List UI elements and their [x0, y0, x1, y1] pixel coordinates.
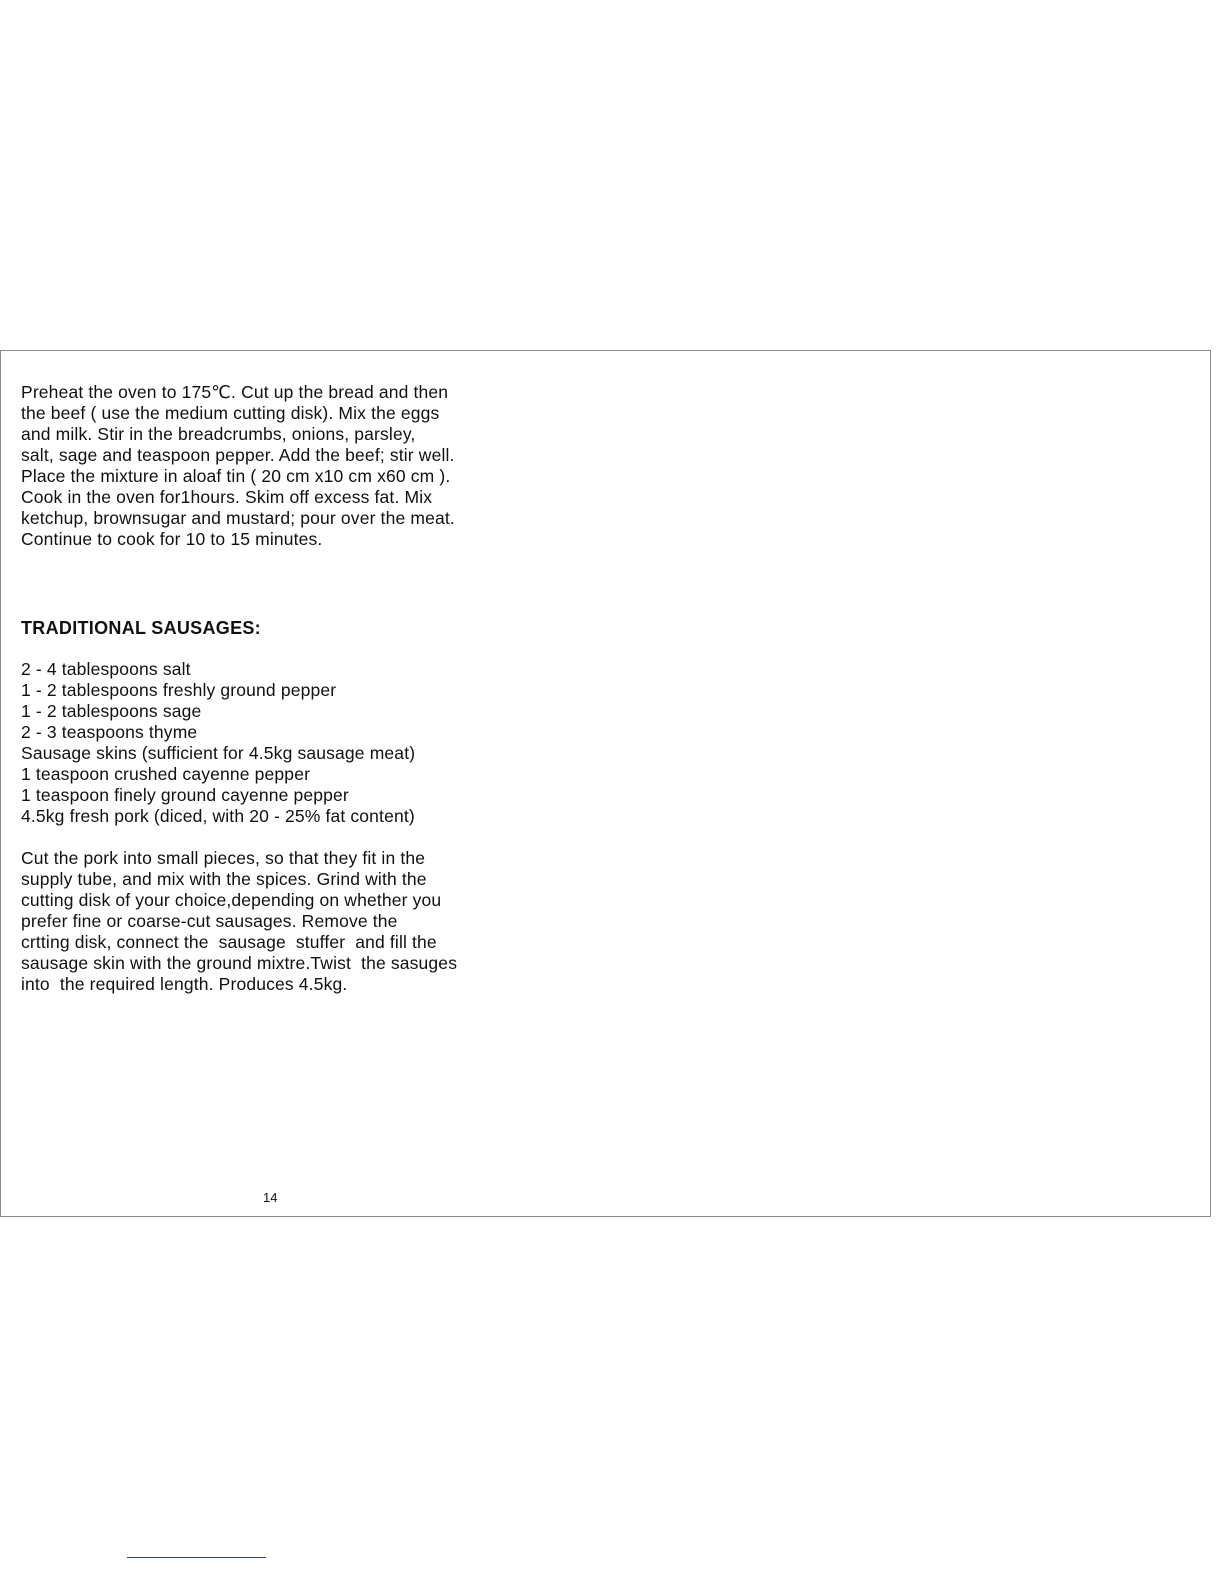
instruction-line: ketchup, brownsugar and mustard; pour over the meat.: [21, 508, 455, 528]
footer-link-underline[interactable]: [127, 1557, 266, 1558]
ingredient-item: Sausage skins (sufficient for 4.5kg sausage meat): [21, 743, 416, 763]
page-number: 14: [263, 1190, 278, 1205]
meatloaf-instructions: [21, 382, 561, 550]
method-line: Cut the pork into small pieces, so that they fit in the: [21, 848, 426, 868]
method-line: sausage skin with the ground mixtre.Twist the sasuges: [21, 953, 458, 973]
text-column: [21, 382, 561, 995]
sausage-method: [21, 848, 561, 995]
method-line: into the required length. Produces 4.5kg.: [21, 974, 348, 994]
instruction-line: Preheat the oven to 175℃. Cut up the bread and then: [21, 382, 449, 402]
method-line: prefer fine or coarse-cut sausages. Remove the: [21, 911, 398, 931]
ingredient-item: 1 teaspoon finely ground cayenne pepper: [21, 785, 349, 805]
sausages-heading: TRADITIONAL SAUSAGES:: [21, 618, 261, 638]
ingredient-item: 2 - 4 tablespoons salt: [21, 659, 191, 679]
ingredient-item: 2 - 3 teaspoons thyme: [21, 722, 198, 742]
ingredient-item: 1 - 2 tablespoons freshly ground pepper: [21, 680, 337, 700]
instruction-line: the beef ( use the medium cutting disk). Mix the eggs: [21, 403, 440, 423]
method-line: cutting disk of your choice,depending on whether you: [21, 890, 442, 910]
ingredient-item: 1 - 2 tablespoons sage: [21, 701, 202, 721]
ingredient-item: 1 teaspoon crushed cayenne pepper: [21, 764, 311, 784]
instruction-line: Cook in the oven for1hours. Skim off excess fat. Mix: [21, 487, 433, 507]
method-line: crtting disk, connect the sausage stuffer and fill the: [21, 932, 437, 952]
instruction-line: salt, sage and teaspoon pepper. Add the beef; stir well.: [21, 445, 455, 465]
instruction-line: Place the mixture in aloaf tin ( 20 cm x10 cm x60 cm ).: [21, 466, 451, 486]
ingredient-item: 4.5kg fresh pork (diced, with 20 - 25% fat content): [21, 806, 415, 826]
method-line: supply tube, and mix with the spices. Grind with the: [21, 869, 427, 889]
instruction-line: Continue to cook for 10 to 15 minutes.: [21, 529, 323, 549]
ingredient-list: [21, 659, 561, 827]
instruction-line: and milk. Stir in the breadcrumbs, onions, parsley,: [21, 424, 416, 444]
